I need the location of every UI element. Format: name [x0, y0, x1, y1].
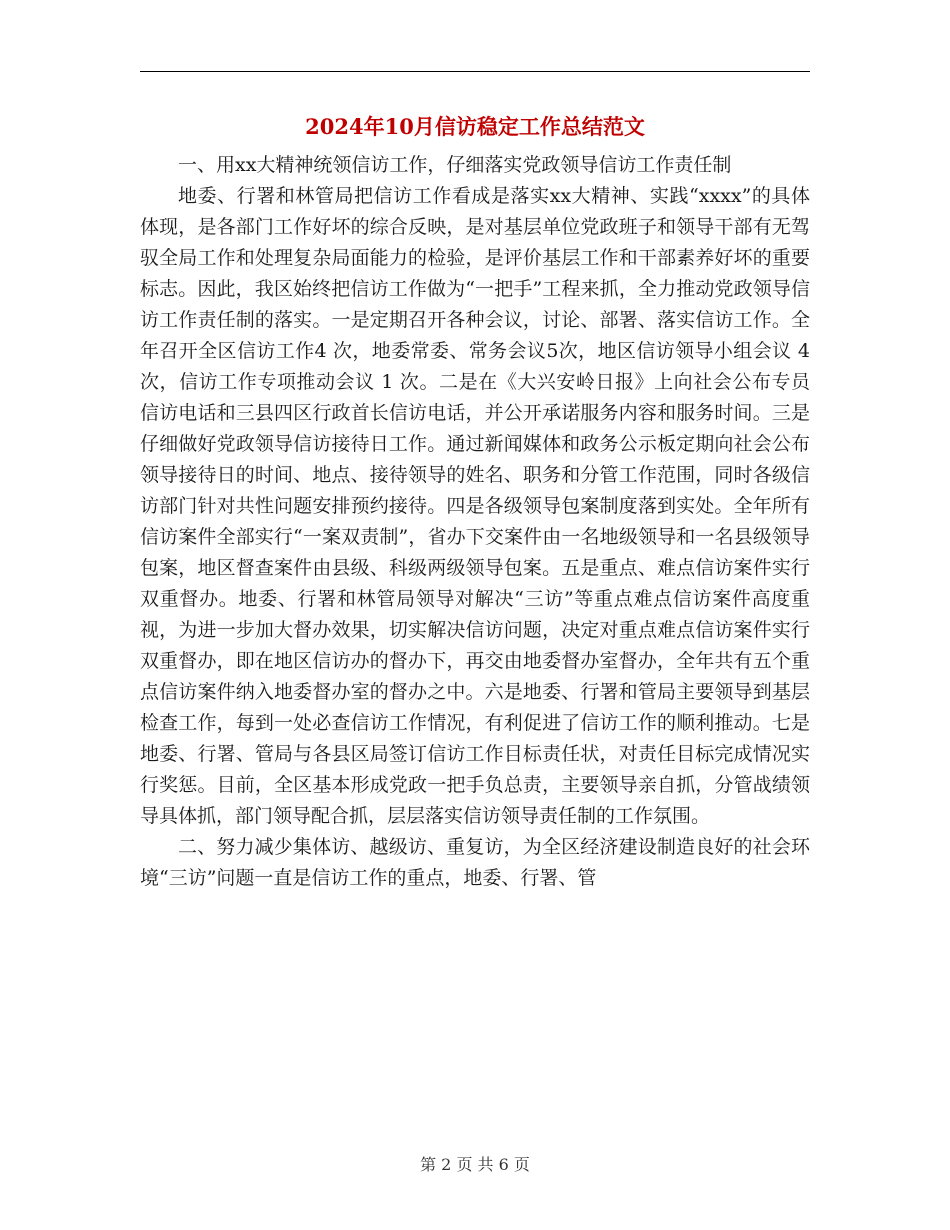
- header-rule: [140, 71, 810, 72]
- paragraph-section-one-heading: 一、用xx大精神统领信访工作，仔细落实党政领导信访工作责任制: [178, 154, 732, 176]
- document-body: [140, 150, 810, 894]
- document-title: 2024年10月信访稳定工作总结范文: [305, 114, 645, 139]
- paragraph-section-one-body: 地委、行署和林管局把信访工作看成是落实xx大精神、实践“xxxx”的具体体现，是各部门工作好坏的综合反映，是对基层单位党政班子和领导干部有无驾驭全局工作和处理复杂局面能力的检验，是评价基层工作和干部素养好坏的重要标志。因此，我区始终把信访工作做为“一把手”工程来抓，全力推动党政领导信访工作责任制的落实。一是定期召开各种会议，讨论、部署、落实信访工作。全年召开全区信访工作4 次，地委常委、常务会议5次，地区信访领导小组会议 4 次，信访工作专项推动会议 1 次。二是在《大兴安岭日报》上向社会公布专员信访电话和三县四区行政首长信访电话，并公开承诺服务内容和服务时间。三是仔细做好党政领导信访接待日工作。通过新闻媒体和政务公示板定期向社会公布领导接待日的时间、地点、接待领导的姓名、职务和分管工作范围，同时各级信访部门针对共性问题安排预约接待。四是各级领导包案制度落到实处。全年所有信访案件全部实行“一案双责制”，省办下交案件由一名地级领导和一名县级领导包案，地区督查案件由县级、科级两级领导包案。五是重点、难点信访案件实行双重督办。地委、行署和林管局领导对解决“三访”等重点难点信访案件高度重视，为进一步加大督办效果，切实解决信访问题，决定对重点难点信访案件实行双重督办，即在地区信访办的督办下，再交由地委督办室督办，全年共有五个重点信访案件纳入地委督办室的督办之中。六是地委、行署和管局主要领导到基层检查工作，每到一处必查信访工作情况，有利促进了信访工作的顺利推动。七是地委、行署、管局与各县区局签订信访工作目标责任状，对责任目标完成情况实行奖惩。目前，全区基本形成党政一把手负总责，主要领导亲自抓，分管战绩领导具体抓，部门领导配合抓，层层落实信访领导责任制的工作氛围。: [140, 185, 810, 827]
- page-number: 第 2 页 共 6 页: [420, 1155, 530, 1174]
- paragraph-section-two-heading: 二、努力减少集体访、越级访、重复访，为全区经济建设制造良好的社会环境“三访”问题一直是信访工作的重点，地委、行署、管: [140, 836, 810, 889]
